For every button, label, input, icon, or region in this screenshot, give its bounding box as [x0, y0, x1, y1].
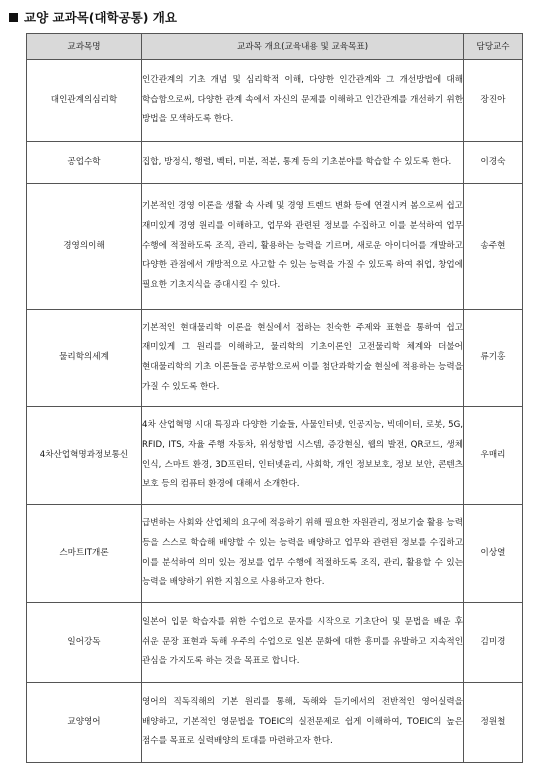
professor-cell: 이경숙: [464, 142, 523, 184]
professor-cell: 송주현: [464, 184, 523, 310]
section-heading-text: 교양 교과목(대학공통) 개요: [24, 10, 177, 25]
course-description-cell: 일본어 입문 학습자를 위한 수업으로 문자를 시작으로 기초단어 및 문법을 배운 후 쉬운 문장 표현과 독해 우주의 수업으로 일본 문화에 대한 흥미를 유발하고 지속적인 관심을 가지도록 하는 것을 목표로 합니다.: [142, 603, 464, 683]
course-name-cell: 대인관계의심리학: [27, 60, 142, 142]
course-name-cell: 물리학의세계: [27, 310, 142, 407]
professor-cell: 이상열: [464, 505, 523, 603]
course-description-cell: 급변하는 사회와 산업체의 요구에 적응하기 위해 필요한 자원관리, 정보기술 활용 능력 등을 스스로 학습해 배양할 수 있는 능력을 배양하고 업무와 관련된 정보를 수집하고 이를 분석하여 의미 있는 정보를 업무 수행에 적절하도록 조직, 관리, 활용할 수 있는 능력을 배양하기 위한 지침으로 사용하고자 한다.: [142, 505, 464, 603]
table-row: [27, 310, 523, 407]
course-name-cell: 스마트IT개론: [27, 505, 142, 603]
professor-cell: 류기홍: [464, 310, 523, 407]
professor-cell: 정원철: [464, 683, 523, 763]
header-professor: 담당교수: [464, 34, 523, 60]
course-overview-table: [26, 33, 523, 763]
table-row: [27, 184, 523, 310]
section-heading: [9, 7, 177, 27]
professor-cell: 우매리: [464, 407, 523, 505]
course-name-cell: 4차산업혁명과정보통신: [27, 407, 142, 505]
table-row: [27, 683, 523, 763]
course-description-cell: 집합, 방정식, 행렬, 벡터, 미분, 적분, 통계 등의 기초분야를 학습할 수 있도록 한다.: [142, 142, 464, 184]
professor-cell: 김미경: [464, 603, 523, 683]
course-description-cell: 인간관계의 기초 개념 및 심리학적 이해, 다양한 인간관계와 그 개선방법에 대해 학습함으로써, 다양한 관계 속에서 자신의 문제를 이해하고 인간관계를 개선하기 위한 방법을 모색하도록 한다.: [142, 60, 464, 142]
header-course-name: 교과목명: [27, 34, 142, 60]
table-row: [27, 407, 523, 505]
course-description-cell: 기본적인 경영 이론을 생활 속 사례 및 경영 트렌드 변화 등에 연결시켜 봄으로써 쉽고 재미있게 경영 원리를 이해하고, 업무와 관련된 정보를 수집하고 이를 분석하여 업무 수행에 적절하도록 조직, 관리, 활용하는 능력을 기르며, 새로운 아이디어를 개발하고 다양한 관점에서 개방적으로 사고할 수 있는 능력을 가질 수 있도록 하여 취업, 창업에 필요한 기초지식을 증대시킬 수 있다.: [142, 184, 464, 310]
table-row: [27, 142, 523, 184]
course-name-cell: 일어강독: [27, 603, 142, 683]
course-name-cell: 공업수학: [27, 142, 142, 184]
course-name-cell: 경영의이해: [27, 184, 142, 310]
course-name-cell: 교양영어: [27, 683, 142, 763]
table-row: [27, 60, 523, 142]
course-description-cell: 기본적인 현대물리학 이론을 현실에서 접하는 친숙한 주제와 표현을 통하여 쉽고 재미있게 그 원리를 이해하고, 물리학의 기초이론인 고전물리학 체계와 더불어 현대물리학의 기초 이론들을 공부함으로써 이를 첨단과학기술 현실에 적용하는 능력을 가질 수 있도록 한다.: [142, 310, 464, 407]
header-course-description: 교과목 개요(교육내용 및 교육목표): [142, 34, 464, 60]
table-row: [27, 603, 523, 683]
professor-cell: 장진아: [464, 60, 523, 142]
course-description-cell: 4차 산업혁명 시대 특징과 다양한 기술들, 사물인터넷, 인공지능, 빅데이터, 로봇, 5G, RFID, ITS, 자율 주행 자동차, 위성항법 시스템, 증강현실, 웹의 발전, QR코드, 생체 인식, 스마트 환경, 3D프린터, 인터넷윤리, 사회학, 개인 정보보호, 정보 보안, 콘텐츠 보호 등의 컴퓨터 환경에 대해서 소개한다.: [142, 407, 464, 505]
table-header-row: [27, 34, 523, 60]
table-row: [27, 505, 523, 603]
course-description-cell: 영어의 직독직해의 기본 원리를 통해, 독해와 듣기에서의 전반적인 영어실력을 배양하고, 기본적인 영문법을 TOEIC의 실전문제로 쉽게 이해하여, TOEIC의 높은 점수를 목표로 실력배양의 토대를 마련하고자 한다.: [142, 683, 464, 763]
square-bullet-icon: [9, 13, 18, 22]
